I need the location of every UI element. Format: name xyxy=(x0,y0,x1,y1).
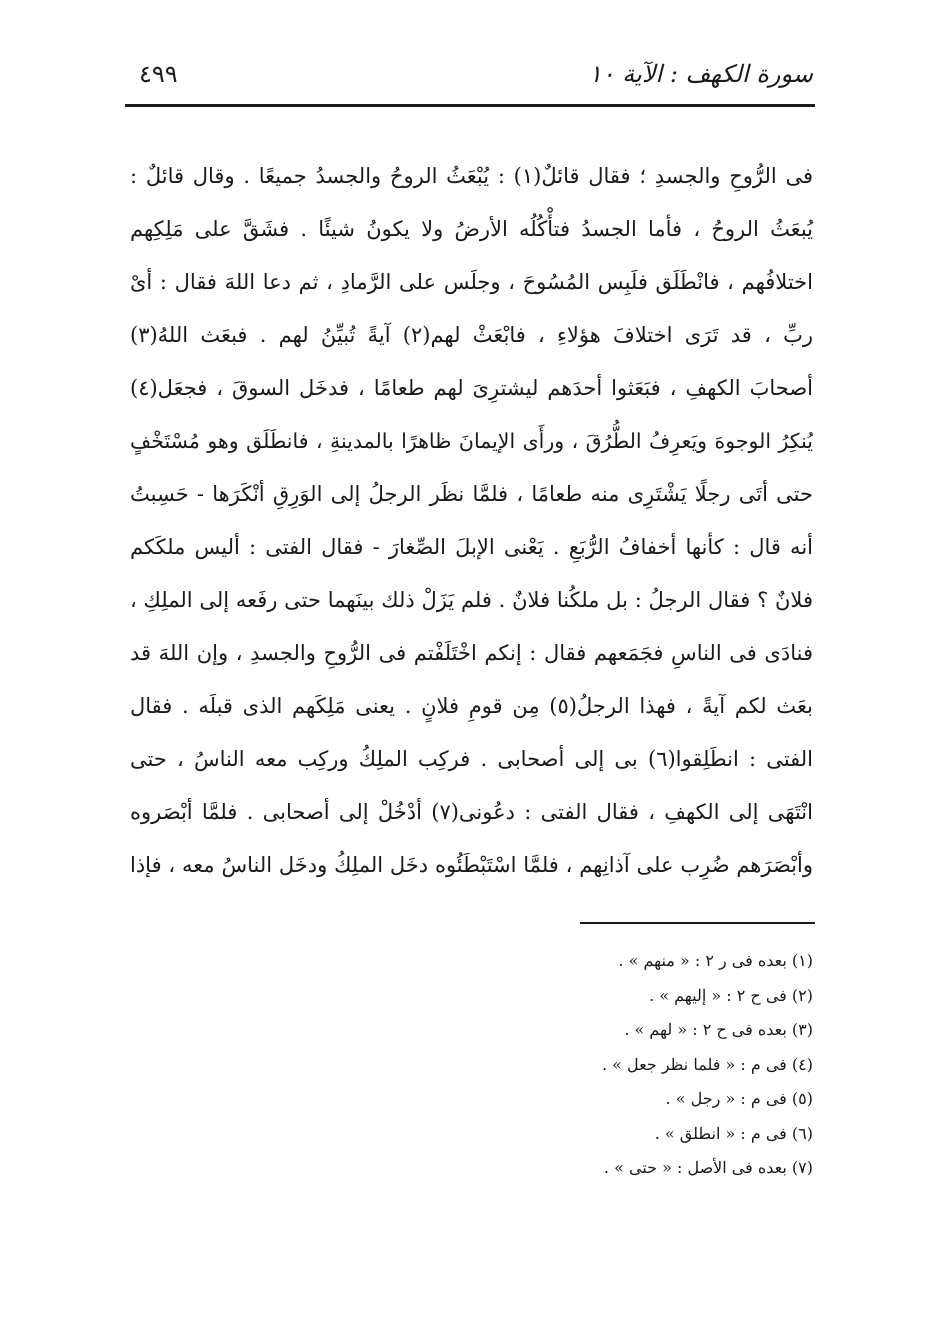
text-line: اختلافُهم ، فانْطَلَق فلَبِس المُسُوحَ ، وجلَس على الرَّمادِ ، ثم دعا اللهَ فقال : أىْ xyxy=(130,270,813,294)
running-title: سورة الكهف : الآية ١٠ xyxy=(588,60,813,88)
text-line: وأبْصَرَهم ضُرِب على آذانِهم ، فلمَّا اسْتَبْطَئُوه دخَل الملِكُ ودخَل الناسُ معه ، فإذا xyxy=(130,853,813,877)
footnote: (٧) بعده فى الأصل : « حتى » . xyxy=(603,1158,813,1177)
text-line: فلانٌ ؟ فقال الرجلُ : بل ملكُنا فلانٌ . فلم يَزَلْ ذلك بينَهما حتى رفَعه إلى الملِكِ ، xyxy=(130,588,813,612)
footnote-divider xyxy=(580,922,815,924)
text-line: أنه قال : كأنها أخفافُ الرُّبَعِ . يَعْنى الإبلَ الصِّغارَ - فقال الفتى : أليس ملكَكم xyxy=(130,535,813,559)
text-line: الفتى : انطَلِقوا(٦) بى إلى أصحابى . فركِب الملِكُ وركِب معه الناسُ ، حتى xyxy=(130,747,813,771)
text-line: أصحابَ الكهفِ ، فبَعَثوا أحدَهم ليشترِىَ لهم طعامًا ، فدخَل السوقَ ، فجعَل(٤) xyxy=(130,376,813,400)
header-divider xyxy=(125,104,815,107)
text-line: فنادَى فى الناسِ فجَمَعهم فقال : إنكم اخْتَلَفْتم فى الرُّوحِ والجسدِ ، وإن اللهَ قد xyxy=(130,641,813,665)
footnote: (٥) فى م : « رجل » . xyxy=(665,1089,813,1108)
footnote: (١) بعده فى ر ٢ : « منهم » . xyxy=(618,951,813,970)
footnote: (٣) بعده فى ح ٢ : « لهم » . xyxy=(624,1020,813,1039)
running-header xyxy=(125,52,813,104)
text-line: ربِّ ، قد تَرَى اختلافَ هؤلاءِ ، فابْعَثْ لهم(٢) آيةً تُبيِّنُ لهم . فبعَث اللهُ(٣) xyxy=(130,323,813,347)
page-number: ٤٩٩ xyxy=(139,60,178,88)
text-line: يُنكِرُ الوجوهَ ويَعرِفُ الطُّرُقَ ، ورأَى الإيمانَ ظاهرًا بالمدينةِ ، فانطَلَق وهو مُسْتَخْفٍ xyxy=(130,429,813,453)
footnote: (٦) فى م : « انطلق » . xyxy=(654,1123,813,1143)
text-line: يُبعَثُ الروحُ ، فأما الجسدُ فتأْكُلُه الأرضُ ولا يكونُ شيئًا . فشَقَّ على مَلِكِهم xyxy=(130,217,813,241)
main-text xyxy=(130,150,813,892)
footnotes xyxy=(313,944,813,1186)
text-line: حتى أتَى رجلًا يَشْتَرِى منه طعامًا ، فلمَّا نظَر الرجلُ إلى الوَرِقِ أنْكَرَها - حَسِبتُ xyxy=(130,482,813,506)
text-line: فى الرُّوحِ والجسدِ ؛ فقال قائلٌ(١) : يُبْعَثُ الروحُ والجسدُ جميعًا . وقال قائلٌ : xyxy=(130,164,813,188)
footnote: (٤) فى م : « فلما نظر جعل » . xyxy=(601,1054,813,1074)
text-line: انْتَهَى إلى الكهفِ ، فقال الفتى : دعُونى(٧) أدْخُلْ إلى أصحابى . فلمَّا أبْصَروه xyxy=(130,800,813,824)
text-line: بعَث لكم آيةً ، فهذا الرجلُ(٥) مِن قومِ فلانٍ . يعنى مَلِكَهم الذى قبلَه . فقال xyxy=(130,694,813,718)
footnote: (٢) فى ح ٢ : « إليهم » . xyxy=(649,985,813,1005)
